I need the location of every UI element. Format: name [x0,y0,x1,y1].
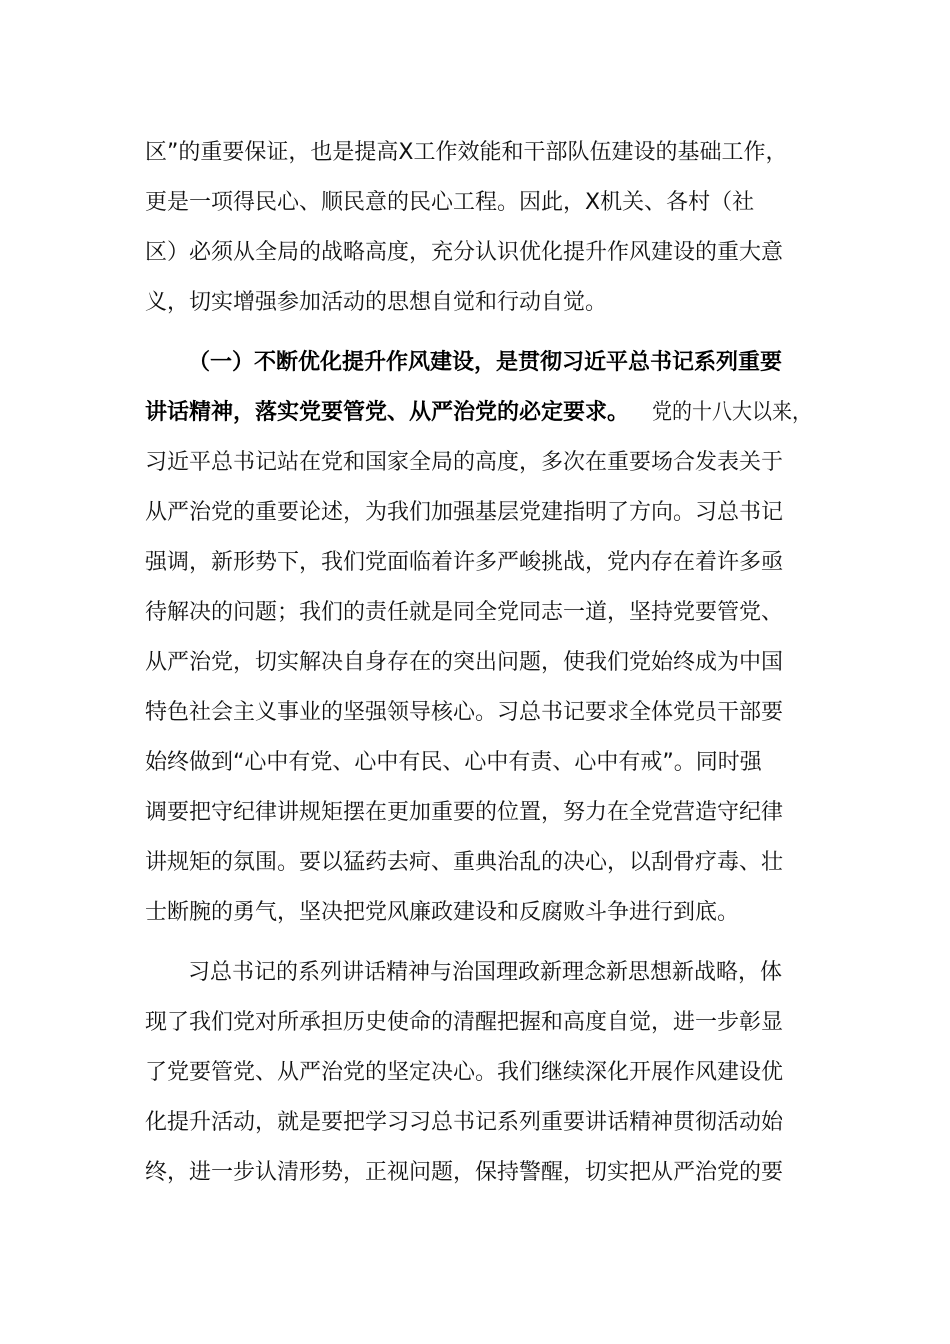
text-line [0,1098,950,1148]
text-line [0,888,950,938]
line-text: 终，进一步认清形势，正视问题，保持警醒，切实把从严治党的要 [145,1160,784,1185]
line-text: 讲规矩的氛围。要以猛药去疴、重典治乱的决心，以刮骨疗毒、壮 [145,850,784,875]
line-text: 区”的重要保证，也是提高Ⅹ工作效能和干部队伍建设的基础工作， [145,140,788,165]
section-heading: （一）不断优化提升作风建设，是贯彻习近平总书记系列重要 [188,350,783,375]
line-text: 化提升活动，就是要把学习习总书记系列重要讲话精神贯彻活动始 [145,1110,784,1135]
line-text: 义，切实增强参加活动的思想自觉和行动自觉。 [145,290,608,315]
text-line [0,1148,950,1198]
line-text: 习总书记的系列讲话精神与治国理政新理念新思想新战略，体 [188,960,783,985]
line-text: 习近平总书记站在党和国家全局的高度，多次在重要场合发表关于 [145,450,784,475]
section-heading-continued: 讲话精神，落实党要管党、从严治党的必定要求。 [145,400,630,425]
line-text: 区）必须从全局的战略高度，充分认识优化提升作风建设的重大意 [145,240,784,265]
text-line [0,488,950,538]
section-heading-line [0,338,950,388]
text-line [0,178,950,228]
text-line [0,638,950,688]
text-line [0,1048,950,1098]
line-text: 更是一项得民心、顺民意的民心工程。因此，Ⅹ机关、各村（社 [145,190,755,215]
text-line [0,538,950,588]
line-text: 始终做到“心中有党、心中有民、心中有责、心中有戒”。同时强 [145,750,762,775]
text-line [0,228,950,278]
line-text: 从严治党的重要论述，为我们加强基层党建指明了方向。习总书记 [145,500,784,525]
text-line [0,838,950,888]
line-text: 士断腕的勇气，坚决把党风廉政建设和反腐败斗争进行到底。 [145,900,740,925]
text-line [0,948,950,998]
text-line [0,738,950,788]
line-text: 调要把守纪律讲规矩摆在更加重要的位置，努力在全党营造守纪律 [145,800,784,825]
text-line [0,278,950,328]
line-text: 党的十八大以来， [652,400,812,425]
text-line [0,128,950,178]
text-line [0,788,950,838]
text-line [0,588,950,638]
text-line [0,688,950,738]
text-line [0,438,950,488]
section-heading-line [0,388,950,438]
line-text: 从严治党，切实解决自身存在的突出问题，使我们党始终成为中国 [145,650,784,675]
line-text: 特色社会主义事业的坚强领导核心。习总书记要求全体党员干部要 [145,700,784,725]
text-line [0,998,950,1048]
line-text: 现了我们党对所承担历史使命的清醒把握和高度自觉，进一步彰显 [145,1010,784,1035]
line-text: 强调，新形势下，我们党面临着许多严峻挑战，党内存在着许多亟 [145,550,784,575]
line-text: 待解决的问题；我们的责任就是同全党同志一道，坚持党要管党、 [145,600,784,625]
line-text: 了党要管党、从严治党的坚定决心。我们继续深化开展作风建设优 [145,1060,784,1085]
